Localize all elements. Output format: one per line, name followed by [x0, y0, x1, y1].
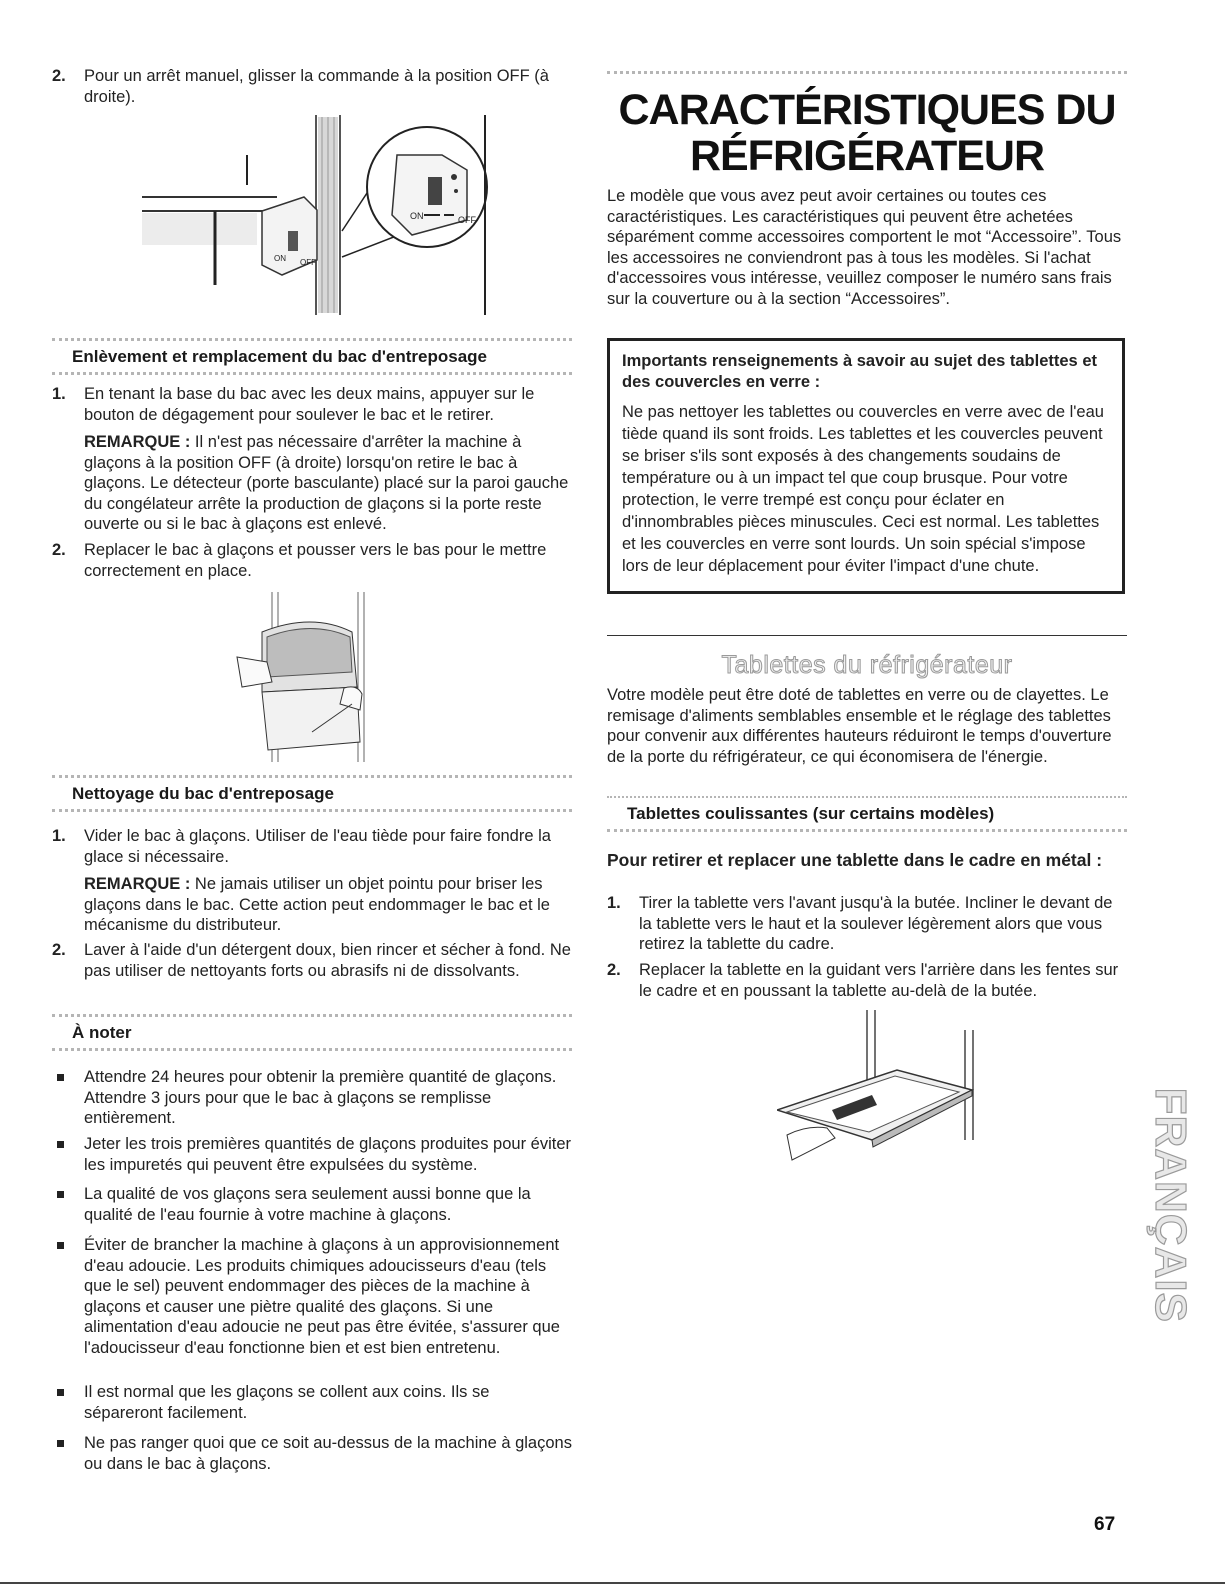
bullet-square — [57, 1242, 64, 1249]
sliding-shelf-figure — [777, 1010, 987, 1175]
svg-text:OFF: OFF — [458, 215, 476, 225]
bullet-square — [57, 1074, 64, 1081]
cleaning-section-header — [52, 775, 572, 812]
bullet-text: Il est normal que les glaçons se collent aux coins. Ils se sépareront facilement. — [84, 1383, 490, 1422]
step-text: En tenant la base du bac avec les deux mains, appuyer sur le bouton de dégagement pour soulever le bac et le retirer. — [84, 385, 535, 424]
note-bullet-1 — [52, 1067, 572, 1129]
step-text: Vider le bac à glaçons. Utiliser de l'eau tiède pour faire fondre la glace si nécessaire. — [84, 827, 551, 866]
page-title-line-2: RÉFRIGÉRATEUR — [689, 132, 1045, 180]
shelves-title: Tablettes du réfrigérateur — [721, 651, 1013, 679]
bullet-text: La qualité de vos glaçons sera seulement aussi bonne que la qualité de l'eau fournie à votre machine à glaçons. — [84, 1185, 531, 1224]
sliding-step-1 — [607, 893, 1127, 955]
removal-section-header — [52, 338, 572, 375]
sliding-subhead: Pour retirer et replacer une tablette dans le cadre en métal : — [607, 850, 1103, 870]
glass-warning-box — [607, 338, 1125, 594]
svg-text:OFF: OFF — [300, 258, 316, 267]
removal-step-1 — [52, 384, 572, 535]
intro-paragraph: Le modèle que vous avez peut avoir certaines ou toutes ces caractéristiques. Les caractéristiques qui peuvent être achetées séparément comme accessoires comportent le mot “Accessoire”. Tous les accessoires ne conviendront pas à tous les modèles. Si l'achat d'accessoires vous intéresse, veuillez composer le numéro sans frais sur la couverture ou à la section “Accessoires”. — [607, 187, 1122, 308]
bullet-text: Ne pas ranger quoi que ce soit au-dessus de la machine à glaçons ou dans le bac à glaçons. — [84, 1434, 572, 1473]
step-text: Pour un arrêt manuel, glisser la commande à la position OFF (à droite). — [84, 67, 549, 106]
bullet-text: Attendre 24 heures pour obtenir la première quantité de glaçons. Attendre 3 jours pour que le bac à glaçons se remplisse entièrement. — [84, 1068, 557, 1127]
page-bottom-rule — [0, 1582, 1225, 1584]
step-number: 2. — [607, 961, 621, 979]
section-title: Nettoyage du bac d'entreposage — [72, 784, 334, 803]
step-text: Replacer la tablette en la guidant vers l'arrière dans les fentes sur le cadre et en poussant la tablette au-delà de la butée. — [639, 961, 1119, 1000]
page-number: 67 — [1094, 1514, 1116, 1535]
note-bullet-6 — [52, 1433, 572, 1474]
step-note — [84, 874, 572, 936]
step-note — [84, 432, 572, 535]
step-text: Laver à l'aide d'un détergent doux, bien rincer et sécher à fond. Ne pas utiliser de nettoyants forts ou abrasifs ni de dissolvants. — [84, 941, 571, 980]
removal-step-2 — [52, 540, 572, 581]
bullet-square — [57, 1191, 64, 1198]
note-bullet-2 — [52, 1134, 572, 1175]
language-tab-label: FRANÇAIS — [1146, 1087, 1196, 1323]
svg-text:ON: ON — [274, 254, 286, 263]
warning-title: Importants renseignements à savoir au sujet des tablettes et des couvercles en verre : — [622, 352, 1097, 391]
step-number: 1. — [607, 894, 621, 912]
note-label: REMARQUE : — [84, 875, 191, 893]
note-bullet-4 — [52, 1235, 572, 1358]
svg-text:ON: ON — [410, 211, 424, 221]
page-title-line-1: CARACTÉRISTIQUES DU — [618, 86, 1116, 134]
note-bullet-5 — [52, 1382, 572, 1423]
section-title: Tablettes coulissantes (sur certains modèles) — [627, 804, 995, 823]
note-bullet-3 — [52, 1184, 572, 1225]
section-divider — [607, 635, 1127, 636]
sliding-step-2 — [607, 960, 1127, 1001]
bullet-square — [57, 1440, 64, 1447]
step-text: Replacer le bac à glaçons et pousser vers le bas pour le mettre correctement en place. — [84, 541, 547, 580]
step-text: Tirer la tablette vers l'avant jusqu'à la butée. Incliner le devant de la tablette vers le haut et la soulever légèrement alors que vous retirez la tablette du cadre. — [639, 894, 1113, 953]
note-text: Il n'est pas nécessaire d'arrêter la machine à glaçons à la position OFF (à droite) lorsqu'on retire le bac à glaçons. Le détecteur (porte basculante) placé sur la paroi gauche du congélateur arrête la production de glaçons si la porte reste ouverte ou si le bac à glaçons est enlevé. — [84, 433, 569, 533]
sliding-shelves-header — [607, 796, 1127, 832]
bullet-square — [57, 1141, 64, 1148]
title-top-rule — [607, 71, 1127, 74]
step-number: 1. — [52, 827, 66, 845]
warning-body: Ne pas nettoyer les tablettes ou couvercles en verre avec de l'eau tiède quand ils sont froids. Les tablettes et les couvercles peuvent se briser s'ils sont exposés à des changements soudains de température ou à un impact tel que coup brusque. Pour votre protection, le verre trempé est conçu pour éclater en d'innombrables pièces minuscules. Ceci est normal. Les tablettes et les couvercles en verre sont lourds. Un soin spécial s'impose lors de leur déplacement pour éviter l'impact d'une chute. — [622, 403, 1104, 575]
page-title — [607, 87, 1127, 179]
cleaning-step-2 — [52, 940, 572, 981]
note-text: Ne jamais utiliser un objet pointu pour briser les glaçons dans le bac. Cette action peut endommager le bac et le mécanisme du distributeur. — [84, 875, 550, 934]
step-number: 2. — [52, 941, 66, 959]
step-number: 2. — [52, 541, 66, 559]
note-label: REMARQUE : — [84, 433, 191, 451]
step-number: 1. — [52, 385, 66, 403]
section-title: À noter — [72, 1023, 132, 1042]
cleaning-step-1 — [52, 826, 572, 936]
bullet-text: Éviter de brancher la machine à glaçons à un approvisionnement d'eau adoucie. Les produits chimiques adoucisseurs d'eau (tels que le sel) peuvent endommager des pièces de la machine à glaçons et causer une piètre qualité des glaçons. Si une alimentation d'eau adoucie ne peut pas être évitée, s'assurer que l'adoucisseur d'eau fonctionne bien et est bien entretenu. — [84, 1236, 560, 1357]
section-title: Enlèvement et remplacement du bac d'entreposage — [72, 347, 488, 366]
manual-off-step — [52, 66, 572, 107]
bullet-text: Jeter les trois premières quantités de glaçons produites pour éviter les impuretés qui peuvent être expulsées du système. — [84, 1135, 571, 1174]
ice-bin-removal-figure — [232, 592, 392, 767]
notes-section-header — [52, 1014, 572, 1051]
ice-maker-switch-figure — [142, 115, 502, 320]
language-side-tab — [1146, 1060, 1196, 1350]
step-number: 2. — [52, 67, 66, 85]
bullet-square — [57, 1389, 64, 1396]
shelves-intro: Votre modèle peut être doté de tablettes en verre ou de clayettes. Le remisage d'aliments semblables ensemble et le réglage des tablettes pour convenir aux différentes hauteurs réduiront le temps d'ouverture de la porte du réfrigérateur, ce qui économisera de l'énergie. — [607, 686, 1112, 766]
